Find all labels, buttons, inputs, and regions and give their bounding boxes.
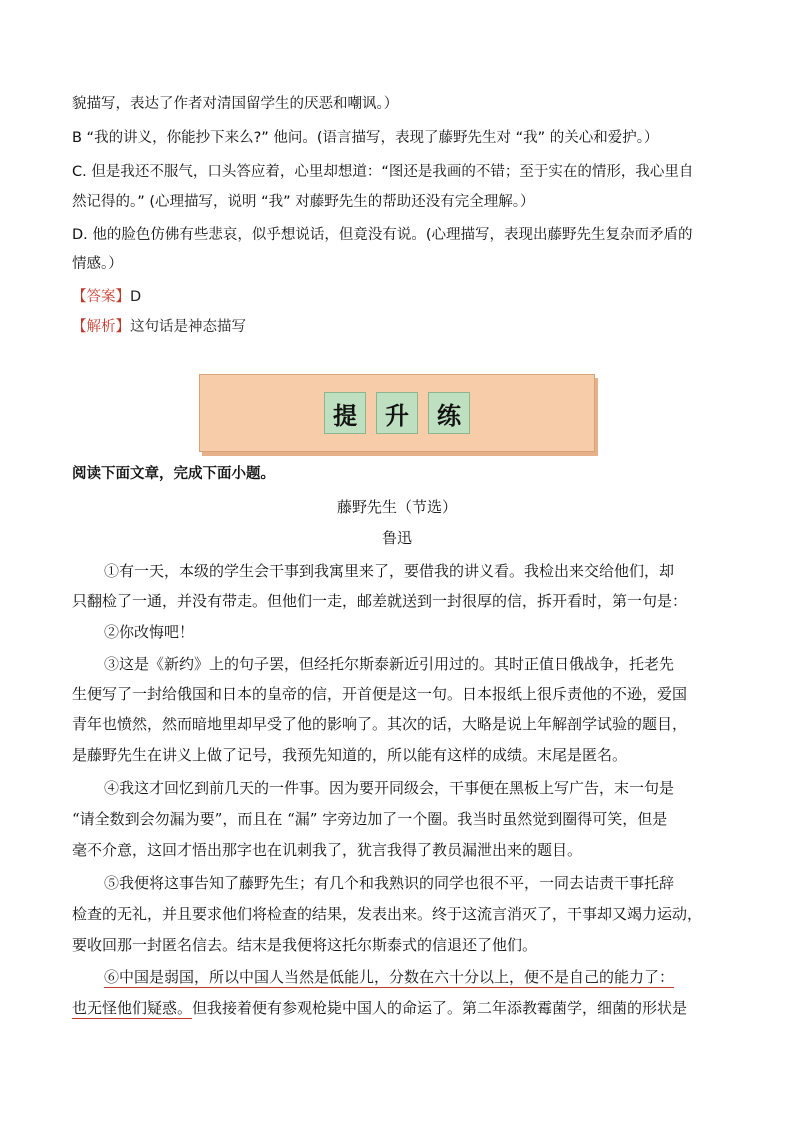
analysis-label: 【解析】 xyxy=(72,319,130,335)
underlined-sentence-line-2: 也无怪他们疑惑。 xyxy=(72,999,193,1017)
answer-value: D xyxy=(130,289,142,305)
option-d-line-1: D. 他的脸色仿佛有些悲哀，似乎想说话，但竟没有说。(心理描写，表现出藤野先生复杂而矛盾的 xyxy=(72,227,693,243)
paragraph-line: ④我这才回忆到前几天的一件事。因为要开同级会，干事便在黑板上写广告，末一句是 xyxy=(104,779,675,797)
paragraph-line: 毫不介意，这回才悟出那字也在讥刺我了，犹言我得了教员漏泄出来的题目。 xyxy=(72,841,583,859)
paragraph-line: 检查的无礼，并且要求他们将检查的结果，发表出来。终于这流言消灭了，干事却又竭力运动， xyxy=(72,905,703,923)
paragraph-line: 生便写了一封给俄国和日本的皇帝的信，开首便是这一句。日本报纸上很斥责他的不逊，爱国 xyxy=(72,685,688,703)
paragraph-line: ⑤我便将这事告知了藤野先生；有几个和我熟识的同学也很不平，一同去诘责干事托辞 xyxy=(104,874,675,892)
article-author: 鲁迅 xyxy=(381,529,412,547)
paragraph-line: 要收回那一封匿名信去。结末是我便将这托尔斯泰式的信退还了他们。 xyxy=(72,936,538,954)
reading-instruction: 阅读下面文章，完成下面小题。 xyxy=(72,466,275,482)
paragraph-line: ①有一天，本级的学生会干事到我寓里来了，要借我的讲义看。我检出来交给他们，却 xyxy=(104,562,675,580)
option-c-line-2: 然记得的。” (心理描写，说明 “我” 对藤野先生的帮助还没有完全理解。） xyxy=(72,194,535,210)
option-a-continuation: 貌描写，表达了作者对清国留学生的厌恶和嘲讽。） xyxy=(72,96,399,112)
paragraph-line: 是藤野先生在讲义上做了记号，我预先知道的，所以能有这样的成绩。末尾是匿名。 xyxy=(72,746,628,764)
article-title: 藤野先生（节选） xyxy=(336,498,457,516)
paragraph-continuation: 但我接着便有参观枪毙中国人的命运了。第二年添教霉菌学，细菌的形状是 xyxy=(192,999,688,1017)
paragraph-line: 青年也愤然，然而暗地里却早受了他的影响了。其次的话，大略是说上年解剖学试验的题目， xyxy=(72,715,688,733)
answer-line xyxy=(72,285,141,306)
option-d-line-2: 情感。） xyxy=(72,256,123,272)
section-banner xyxy=(199,374,595,452)
option-c-line-1: C. 但是我还不服气，口头答应着，心里却想道：“图还是我画的不错；至于实在的情形，我心里自 xyxy=(72,164,694,180)
analysis-value: 这句话是神态描写 xyxy=(130,319,246,335)
analysis-line xyxy=(72,315,246,336)
answer-label: 【答案】 xyxy=(72,289,130,305)
underlined-sentence-line-1: ⑥中国是弱国，所以中国人当然是低能儿，分数在六十分以上，便不是自己的能力了： xyxy=(104,968,675,986)
paragraph-line-last xyxy=(72,997,687,1018)
paragraph-line: 只翻检了一通，并没有带走。但他们一走，邮差就送到一封很厚的信，拆开看时，第一句是： xyxy=(72,592,688,610)
paragraph-line: “请全数到会勿漏为要”，而且在 “漏” 字旁边加了一个圈。我当时虽然觉到圈得可笑，但是 xyxy=(72,810,668,828)
banner-char-3: 练 xyxy=(428,392,470,434)
paragraph-line: ③这是《新约》上的句子罢，但经托尔斯泰新近引用过的。其时正值日俄战争，托老先 xyxy=(104,655,675,673)
banner-char-1: 提 xyxy=(324,392,366,434)
banner-char-2: 升 xyxy=(376,392,418,434)
paragraph-line: ②你改悔吧！ xyxy=(104,623,195,641)
option-b: B “我的讲义，你能抄下来么?” 他问。(语言描写，表现了藤野先生对 “我” 的关心和爱护。） xyxy=(72,130,659,146)
